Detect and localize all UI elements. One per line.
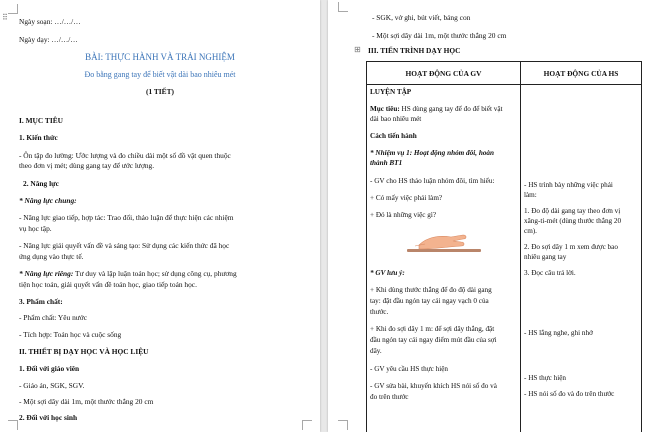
student-answer: nhiêu gang tay [524, 253, 567, 261]
student-item: - SGK, vở ghi, bút viết, bảng con [372, 13, 471, 22]
quality-item: - Phẩm chất: Yêu nước [19, 313, 87, 322]
support-text: - GV sửa bài, khuyến khích HS nói số đo và [370, 382, 497, 390]
note-text: tay: đặt đầu ngón tay cái ngay vạch 0 của [370, 297, 489, 305]
specific-competence-label: * Năng lực riêng: [19, 269, 74, 278]
section-objectives: I. MỤC TIÊU [19, 116, 64, 125]
method-heading: Cách tiến hành [370, 132, 417, 140]
teacher-item: - Một sợi dây dài 1m, một thước thẳng 20 cm [19, 397, 154, 406]
question-text: + Có mấy việc phải làm? [370, 194, 443, 202]
competence-text: - Năng lực giao tiếp, hợp tác: Trao đổi, thảo luận để thực hiện các nhiệm [19, 213, 234, 222]
support-text: đo trên thước [370, 393, 409, 401]
lesson-plan-table [366, 61, 642, 432]
question-text: - GV cho HS thảo luận nhóm đôi, tìm hiểu: [370, 177, 495, 185]
lesson-subtitle: Đo bằng gang tay để biết vật dài bao nhiêu mét [84, 70, 236, 79]
margin-corner-mark [8, 4, 18, 14]
document-page-right [328, 0, 650, 432]
date-prepared: Ngày soạn: …/…/… [19, 17, 81, 26]
student-answer: 3. Đọc câu trả lời. [524, 269, 576, 277]
lesson-duration: (1 TIẾT) [146, 87, 174, 96]
heading-qualities: 3. Phẩm chất: [19, 297, 63, 306]
note-text: + Khi dùng thước thẳng để đo độ dài gang [370, 286, 492, 294]
student-answer: xăng-ti-mét (dùng thước thẳng 20 [524, 217, 622, 225]
document-page-left [0, 0, 320, 432]
student-answer: 2. Đo sợi dây 1 m xem được bao [524, 243, 618, 251]
note-text: đầu ngón tay cái ngay điểm mút đầu của sợi [370, 336, 497, 344]
heading-knowledge: 1. Kiến thức [19, 133, 58, 142]
teacher-item: - Giáo án, SGK, SGV. [19, 381, 85, 390]
note-heading: * GV lưu ý: [370, 269, 405, 277]
drag-handle-icon[interactable]: ⠿ [2, 13, 8, 22]
student-answer: 1. Đo độ dài gang tay theo đơn vị [524, 207, 621, 215]
specific-competence [19, 269, 314, 278]
quality-item: - Tích hợp: Toán học và cuộc sống [19, 330, 122, 339]
heading-competence: 2. Năng lực [23, 179, 59, 188]
heading-teacher: 1. Đối với giáo viên [19, 364, 80, 373]
practice-heading: LUYỆN TẬP [370, 88, 412, 96]
margin-corner-mark [8, 420, 18, 430]
student-response: - HS lắng nghe, ghi nhớ [524, 329, 593, 337]
goal-text-line: HS dùng gang tay để đo để biết vật [399, 105, 503, 113]
margin-corner-mark [338, 2, 348, 12]
task-heading: thành BT1 [370, 159, 403, 167]
heading-general-competence: * Năng lực chung: [19, 196, 77, 205]
request-text: - GV yêu cầu HS thực hiện [370, 365, 449, 373]
student-response: - HS thực hiện [524, 374, 567, 382]
note-text: thước. [370, 308, 389, 316]
knowledge-text: - Ôn tập đo lường: Ước lượng và đo chiều dài một số đồ vật quen thuộc [19, 151, 231, 160]
specific-competence-text: tiện học toán, giải quyết vấn đề toán học, giao tiếp toán học. [19, 280, 197, 289]
hand-span-ruler-illustration [405, 225, 483, 263]
competence-text: - Năng lực giải quyết vấn đề và sáng tạo: Sử dụng các kiến thức đã học [19, 241, 230, 250]
student-answer: - HS trình bày những việc phải [524, 181, 613, 189]
specific-competence-text: Tư duy và lập luận toán học; sử dụng công cụ, phương [73, 269, 237, 278]
student-answer: làm: [524, 191, 537, 199]
column-header-teacher: HOẠT ĐỘNG CỦA GV [367, 62, 521, 85]
goal-text-line: dài bao nhiêu mét [370, 115, 422, 123]
note-text: + Khi đo sợi dây 1 m: để sợi dây thẳng, đặt [370, 325, 495, 333]
drag-handle-icon[interactable]: ⊞ [354, 45, 361, 54]
goal-label: Mục tiêu: [370, 105, 400, 113]
question-text: + Đó là những việc gì? [370, 211, 437, 219]
section-process: III. TIẾN TRÌNH DẠY HỌC [368, 46, 461, 55]
column-header-student: HOẠT ĐỘNG CỦA HS [521, 62, 642, 85]
student-answer: cm). [524, 227, 537, 235]
student-item: - Một sợi dây dài 1m, một thước thẳng 20 cm [372, 31, 507, 40]
knowledge-text: theo đơn vị mét; dùng gang tay để ước lượng. [19, 161, 155, 170]
student-activity-cell [521, 85, 642, 432]
goal-text [370, 105, 503, 114]
competence-text: ứng dụng vào thực tế. [19, 252, 84, 261]
heading-student: 2. Đối với học sinh [19, 413, 78, 422]
teacher-activity-cell [367, 85, 521, 432]
margin-corner-mark [338, 420, 348, 430]
date-taught: Ngày dạy: …/…/… [19, 35, 78, 44]
note-text: dây. [370, 347, 382, 355]
lesson-title: BÀI: THỰC HÀNH VÀ TRẢI NGHIỆM [85, 52, 235, 62]
task-heading: * Nhiệm vụ 1: Hoạt động nhóm đôi, hoàn [370, 149, 495, 157]
competence-text: vụ học tập. [19, 224, 52, 233]
section-equipment: II. THIẾT BỊ DẠY HỌC VÀ HỌC LIỆU [19, 347, 149, 356]
student-response: - HS nói số đo và đo trên thước [524, 390, 615, 398]
